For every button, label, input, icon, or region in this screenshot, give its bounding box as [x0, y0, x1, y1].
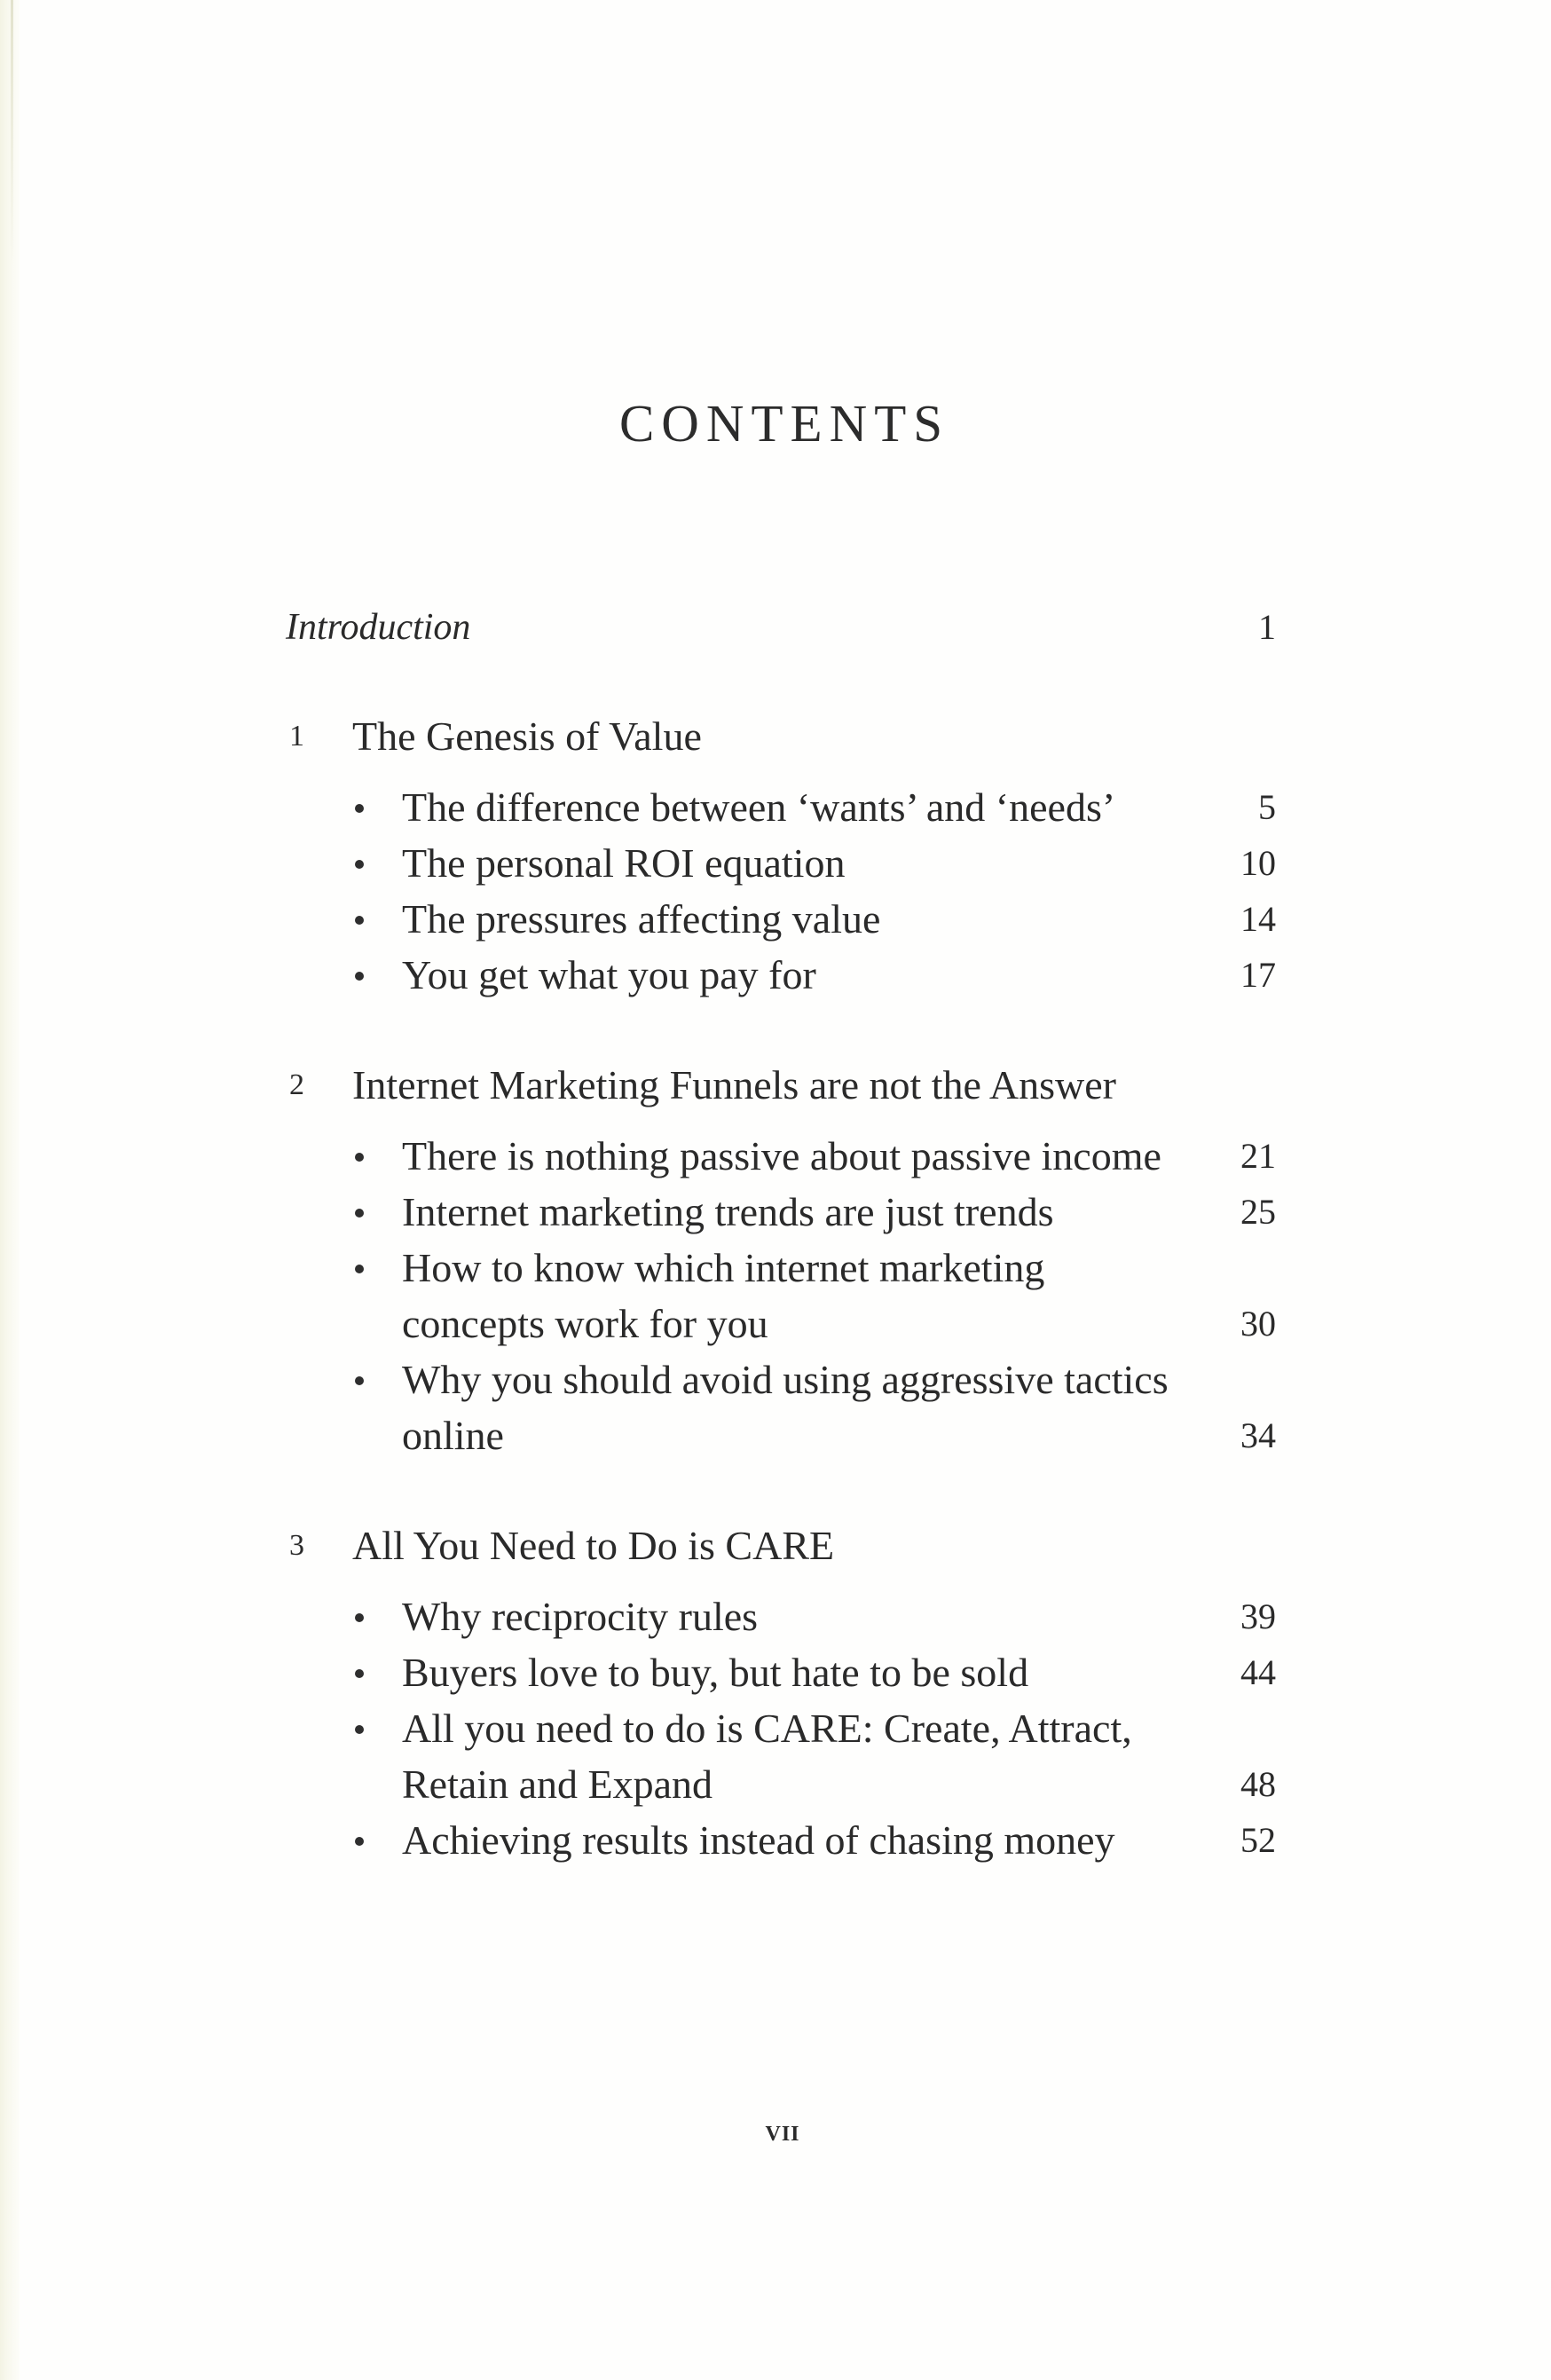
page-title: CONTENTS: [618, 394, 950, 453]
bullet-icon: [355, 916, 364, 925]
chapter-title: The Genesis of Value: [352, 713, 702, 759]
toc-chapter-2: [0, 1057, 1551, 1458]
section-title: Achieving results instead of chasing money: [402, 1817, 1115, 1863]
page-edge-mark: [11, 0, 13, 266]
section-title: How to know which internet marketing: [402, 1245, 1045, 1290]
section-title: You get what you pay for: [402, 952, 816, 997]
section-list: [0, 1128, 1551, 1463]
section-title-continued: online: [402, 1413, 504, 1458]
bullet-icon: [355, 1613, 364, 1622]
toc-section-entry[interactable]: [0, 1644, 1551, 1700]
section-title: The pressures affecting value: [402, 896, 881, 942]
bullet-icon: [355, 1209, 364, 1218]
toc-section-entry[interactable]: [0, 1700, 1551, 1812]
toc-page-number: 21: [1240, 1136, 1276, 1176]
toc-page-number: 5: [1258, 787, 1276, 827]
section-title: There is nothing passive about passive income: [402, 1133, 1161, 1178]
toc-page-number: 44: [1240, 1652, 1276, 1692]
section-title: The personal ROI equation: [402, 840, 846, 886]
toc-page-number: 34: [1240, 1415, 1276, 1455]
section-title: Why reciprocity rules: [402, 1594, 759, 1639]
toc-section-entry[interactable]: [0, 779, 1551, 835]
bullet-icon: [355, 1669, 364, 1678]
toc-page-number: 10: [1240, 843, 1276, 883]
bullet-icon: [355, 1725, 364, 1734]
toc-section-entry[interactable]: [0, 1184, 1551, 1240]
toc-chapter-1: [0, 708, 1551, 997]
toc-page-number: 52: [1240, 1820, 1276, 1860]
toc-entry-introduction[interactable]: [0, 601, 1551, 654]
chapter-title: Internet Marketing Funnels are not the Answer: [352, 1062, 1116, 1107]
toc-page-number: 1: [1258, 607, 1276, 647]
toc-section-entry[interactable]: [0, 1128, 1551, 1184]
toc-chapter-3: [0, 1517, 1551, 1863]
chapter-heading[interactable]: [0, 708, 1551, 764]
chapter-title: All You Need to Do is CARE: [352, 1523, 835, 1568]
section-title: All you need to do is CARE: Create, Attract,: [402, 1706, 1132, 1751]
toc-section-entry[interactable]: [0, 947, 1551, 1003]
toc-page-number: 30: [1240, 1304, 1276, 1344]
toc-section-entry[interactable]: [0, 1240, 1551, 1352]
toc-page-number: 14: [1240, 899, 1276, 939]
section-title: The difference between ‘wants’ and ‘needs’: [402, 784, 1116, 830]
bullet-icon: [355, 1265, 364, 1273]
chapter-heading[interactable]: [0, 1517, 1551, 1573]
toc-page-number: 48: [1240, 1764, 1276, 1804]
section-list: [0, 779, 1551, 1003]
bullet-icon: [355, 1837, 364, 1846]
chapter-number: 2: [289, 1068, 304, 1101]
section-list: [0, 1588, 1551, 1868]
toc-section-entry[interactable]: [0, 891, 1551, 947]
toc-page-number: 17: [1240, 955, 1276, 995]
bullet-icon: [355, 860, 364, 869]
toc-entry-label: Introduction: [286, 607, 471, 648]
section-title: Internet marketing trends are just trends: [402, 1189, 1054, 1234]
toc-section-entry[interactable]: [0, 1588, 1551, 1644]
section-title: Why you should avoid using aggressive tactics: [402, 1357, 1169, 1402]
toc-section-entry[interactable]: [0, 1352, 1551, 1463]
chapter-heading[interactable]: [0, 1057, 1551, 1113]
bullet-icon: [355, 1376, 364, 1385]
chapter-number: 3: [289, 1529, 304, 1562]
section-title-continued: concepts work for you: [402, 1301, 768, 1346]
toc-section-entry[interactable]: [0, 835, 1551, 891]
toc-page-number: 39: [1240, 1596, 1276, 1636]
page-folio: VII: [765, 2123, 800, 2146]
section-title: Buyers love to buy, but hate to be sold: [402, 1650, 1029, 1695]
bullet-icon: [355, 804, 364, 813]
toc-page-number: 25: [1240, 1192, 1276, 1232]
chapter-number: 1: [289, 720, 304, 753]
section-title-continued: Retain and Expand: [402, 1761, 713, 1807]
toc-section-entry[interactable]: [0, 1812, 1551, 1868]
bullet-icon: [355, 1153, 364, 1162]
bullet-icon: [355, 972, 364, 981]
